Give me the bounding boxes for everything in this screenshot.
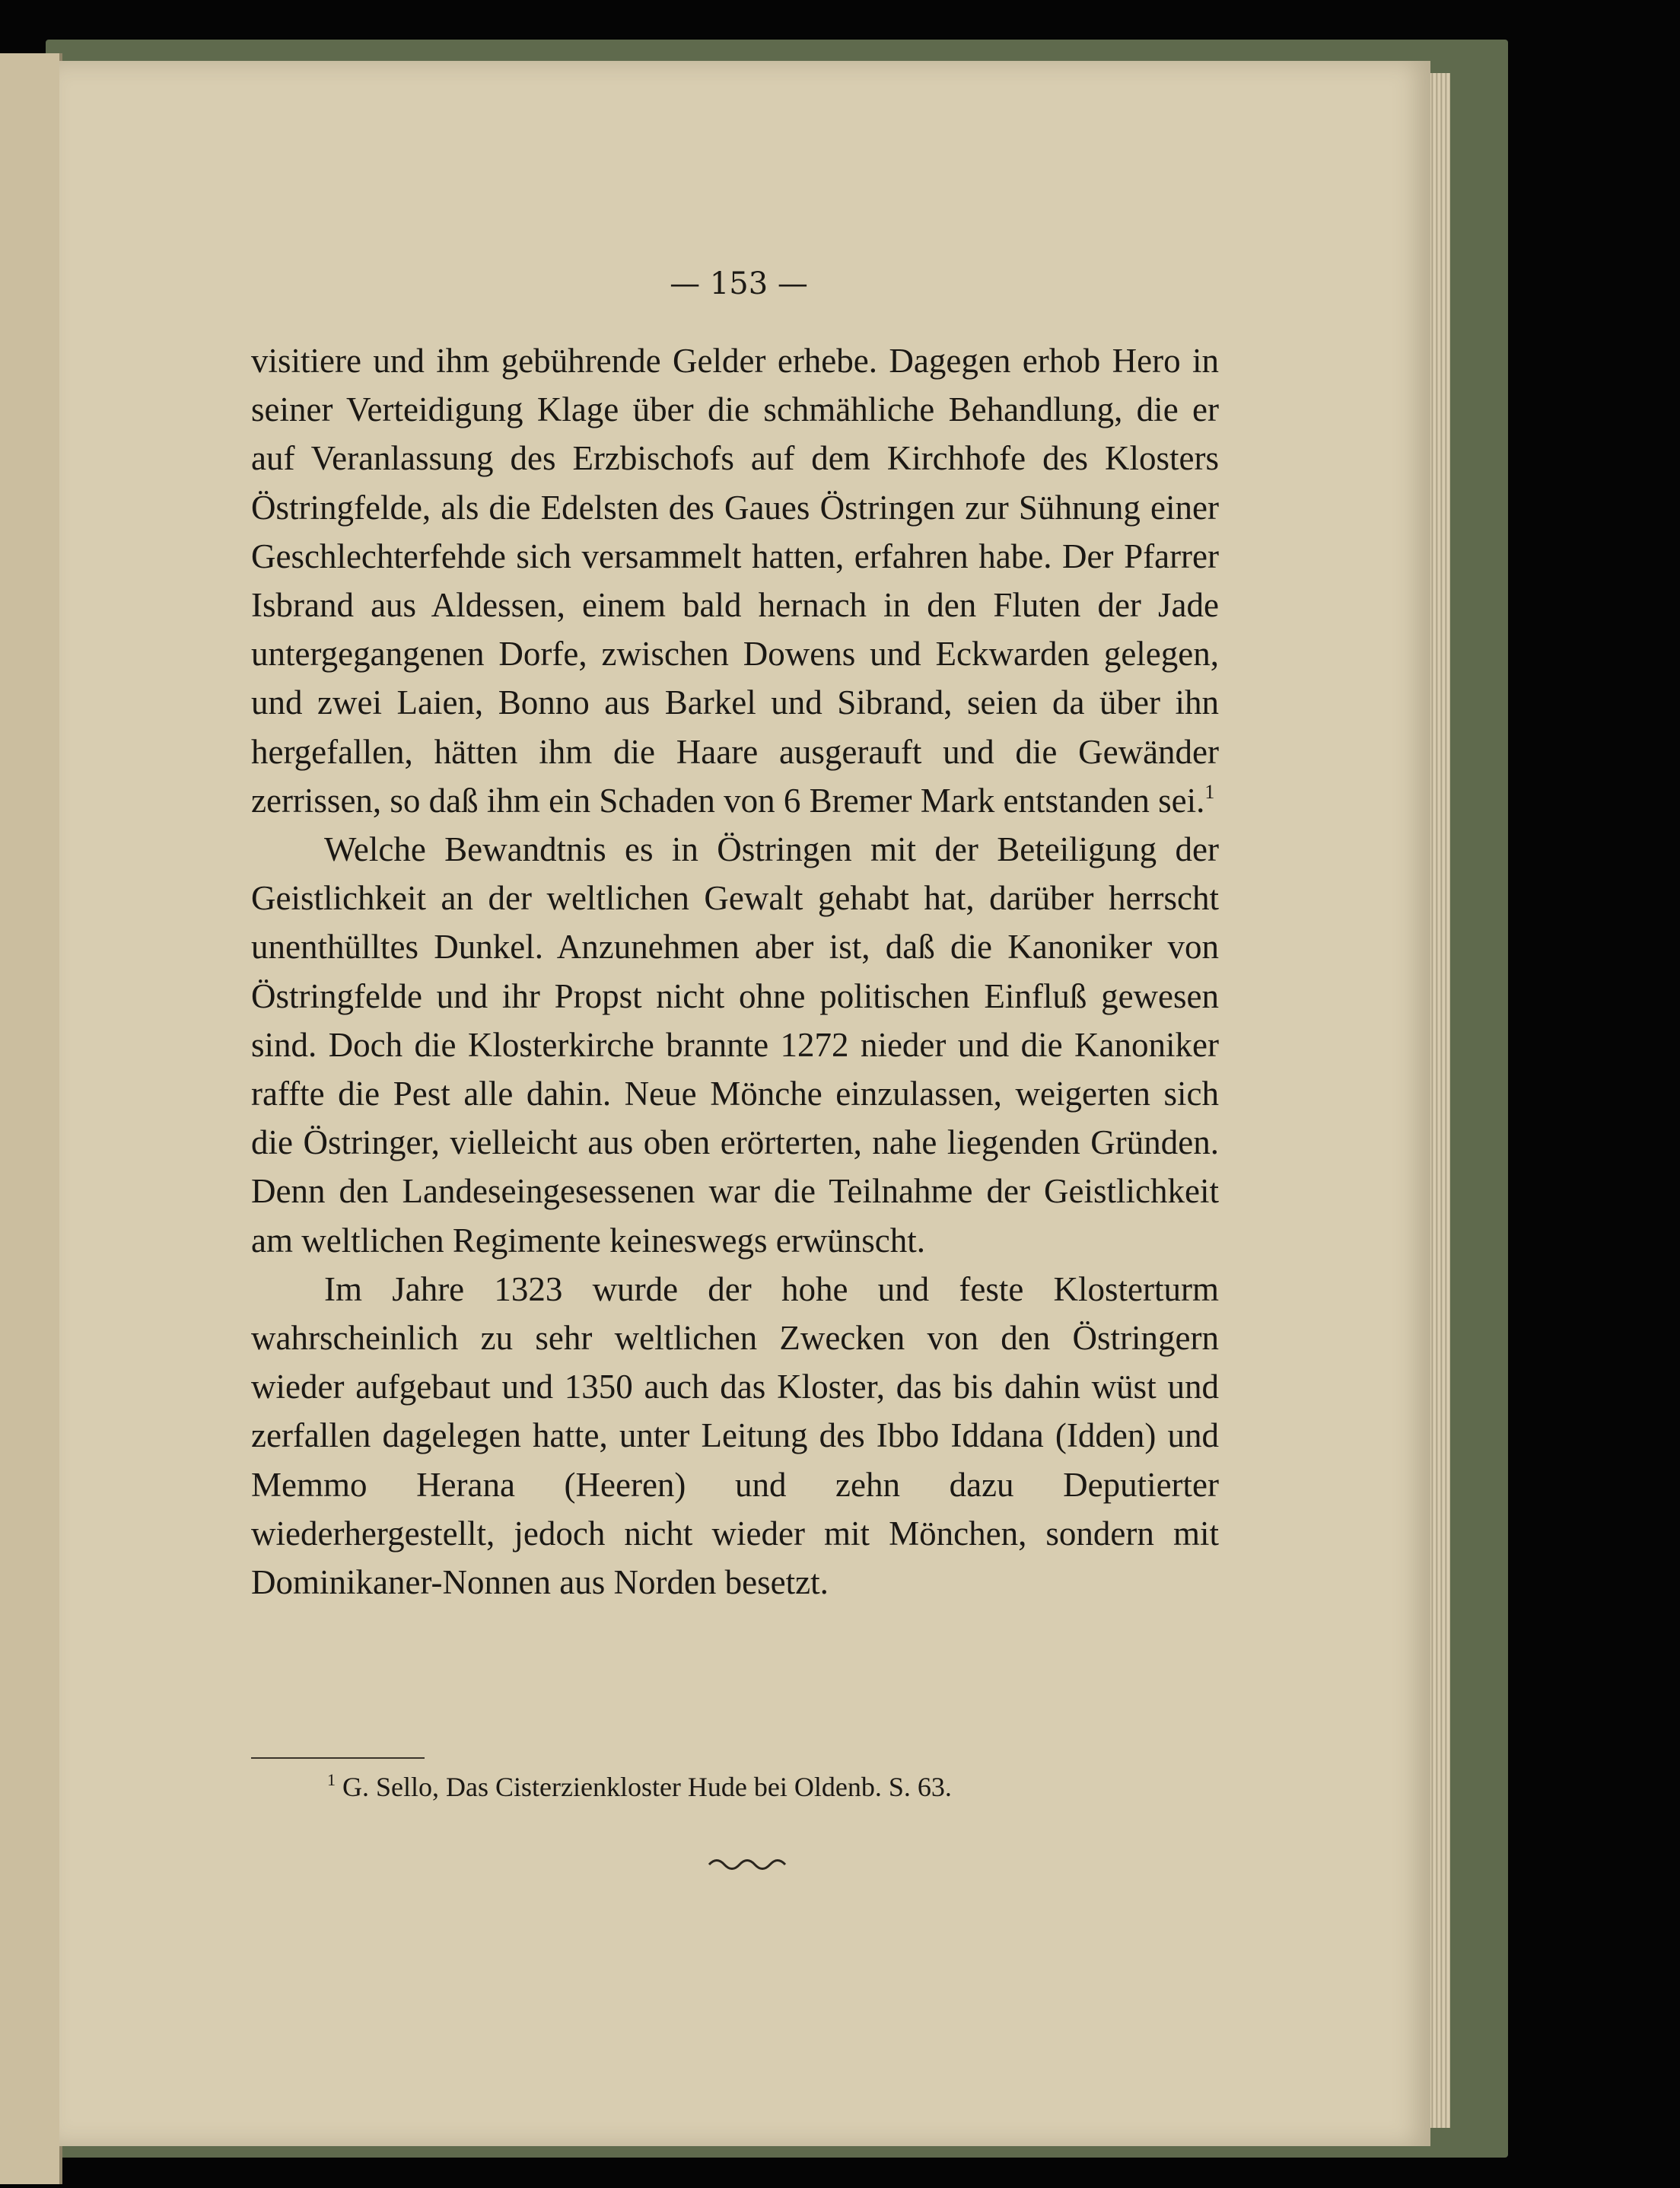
paragraph-1-text: visitiere und ihm gebührende Gelder erhebe. Dagegen erhob Hero in seiner Verteidigung Klage über die schmähliche Behandlung, die er auf Veranlassung des Erzbischofs auf dem Kirchhofe des Klosters Östringfelde, als die Edelsten des Gaues Östringen zur Sühnung einer Geschlechterfehde sich versammelt hatten, erfahren habe. Der Pfarrer Isbrand aus Aldessen, einem bald hernach in den Fluten der Jade untergegangenen Dorfe, zwischen Dowens und Eckwarden gelegen, und zwei Laien, Bonno aus Barkel und Sibrand, seien da über ihn hergefallen, hätten ihm die Haare ausgerauft und die Gewänder zerrissen, so daß ihm ein Schaden von 6 Bremer Mark entstanden sei.	[251, 342, 1219, 820]
paragraph-2	[251, 825, 1219, 1265]
paragraph-1	[251, 336, 1219, 825]
end-ornament-icon	[706, 1853, 790, 1876]
page-number: — 153 —	[670, 266, 808, 301]
paragraph-2-text: Welche Bewandtnis es in Östringen mit der Beteiligung der Geistlichkeit an der weltlichen Gewalt gehabt hat, darüber herrscht unenthülltes Dunkel. Anzunehmen aber ist, daß die Kanoniker von Östringfelde und ihr Propst nicht ohne politischen Einfluß gewesen sind. Doch die Klosterkirche brannte 1272 nieder und die Kanoniker raffte die Pest alle dahin. Neue Mönche einzulassen, weigerten sich die Östringer, vielleicht aus oben erörterten, nahe liegenden Gründen. Denn den Landeseingesessenen war die Teilnahme der Geistlichkeit am weltlichen Regimente keineswegs erwünscht.	[251, 830, 1219, 1260]
footnote-divider	[251, 1757, 425, 1759]
footnote-marker: 1	[327, 1770, 336, 1789]
body-text	[251, 336, 1219, 1607]
paragraph-3-text: Im Jahre 1323 wurde der hohe und feste Klosterturm wahrscheinlich zu sehr weltlichen Zwecken von den Östringern wieder aufgebaut und 1350 auch das Kloster, das bis dahin wüst und zerfallen dagelegen hatte, unter Leitung des Ibbo Iddana (Idden) und Memmo Herana (Heeren) und zehn dazu Deputierter wiederhergestellt, jedoch nicht wieder mit Mönchen, sondern mit Dominikaner-Nonnen aus Norden besetzt.	[251, 1269, 1219, 1602]
book-page	[59, 61, 1430, 2146]
previous-page-edge	[0, 53, 62, 2184]
footnote-text: G. Sello, Das Cisterzienkloster Hude bei Oldenb. S. 63.	[342, 1772, 952, 1802]
footnote	[327, 1767, 1202, 1807]
footnote-reference: 1	[1204, 780, 1215, 803]
paragraph-3	[251, 1265, 1219, 1607]
